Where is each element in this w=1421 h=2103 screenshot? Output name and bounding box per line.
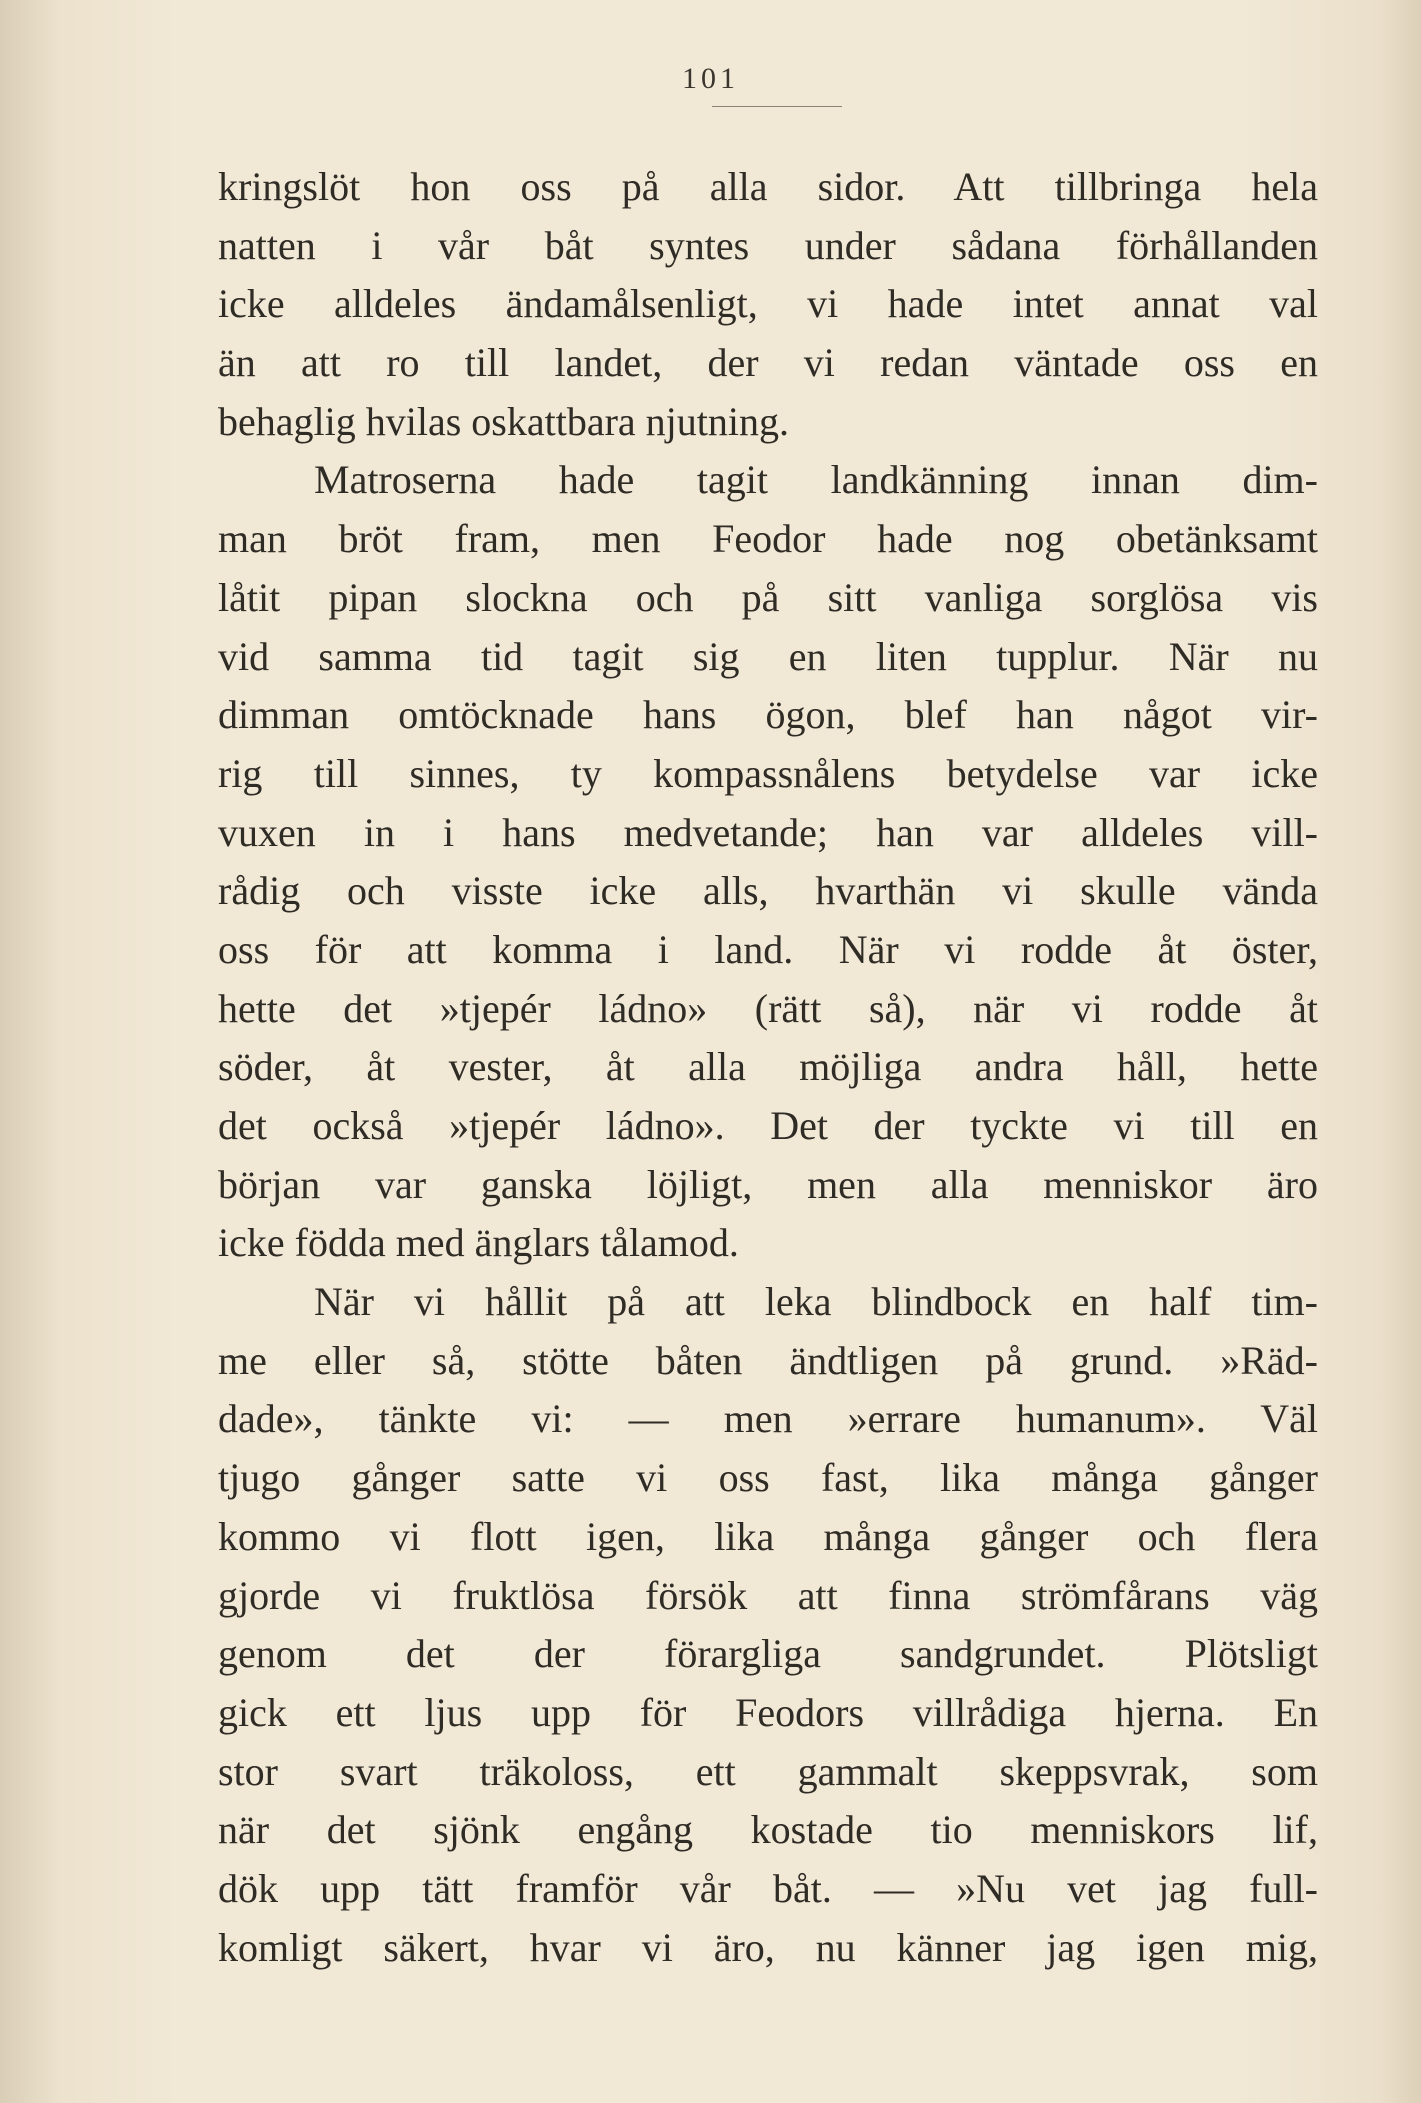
text-line: när det sjönk engång kostade tio menniskors lif, — [218, 1807, 1318, 1853]
text-line: stor svart träkoloss, ett gammalt skeppsvrak, som — [218, 1748, 1318, 1794]
text-line: natten i vår båt syntes under sådana förhållanden — [218, 222, 1318, 268]
text-line: dimman omtöcknade hans ögon, blef han något vir- — [218, 692, 1318, 738]
text-line: dök upp tätt framför vår båt. — »Nu vet jag full- — [218, 1865, 1318, 1911]
page-number-rule — [712, 106, 842, 107]
text-line: låtit pipan slockna och på sitt vanliga sorglösa vis — [218, 574, 1318, 620]
text-line: icke alldeles ändamålsenligt, vi hade intet annat val — [218, 281, 1318, 327]
text-line: kommo vi flott igen, lika många gånger och flera — [218, 1513, 1318, 1559]
text-line: genom det der förargliga sandgrundet. Plötsligt — [218, 1631, 1318, 1677]
text-line: tjugo gånger satte vi oss fast, lika många gånger — [218, 1455, 1318, 1501]
paragraph-2 — [218, 451, 1318, 1273]
body-text — [218, 158, 1318, 1977]
text-line: början var ganska löjligt, men alla menniskor äro — [218, 1161, 1318, 1207]
text-line: kringslöt hon oss på alla sidor. Att tillbringa hela — [218, 164, 1318, 209]
text-line: När vi hållit på att leka blindbock en half tim- — [314, 1279, 1318, 1325]
text-line: dade», tänkte vi: — men »errare humanum». Väl — [218, 1396, 1318, 1442]
text-line: icke födda med änglars tålamod. — [218, 1220, 739, 1266]
text-line: gjorde vi fruktlösa försök att finna strömfårans väg — [218, 1572, 1318, 1618]
text-line: vid samma tid tagit sig en liten tupplur. När nu — [218, 633, 1318, 679]
text-line: gick ett ljus upp för Feodors villrådiga hjerna. En — [218, 1689, 1318, 1735]
text-line: behaglig hvilas oskattbara njutning. — [218, 398, 789, 444]
text-line: oss för att komma i land. När vi rodde åt öster, — [218, 926, 1318, 972]
text-line: söder, åt vester, åt alla möjliga andra håll, hette — [218, 1044, 1318, 1090]
text-line: komligt säkert, hvar vi äro, nu känner jag igen mig, — [218, 1924, 1318, 1970]
page-number: 101 — [682, 62, 739, 95]
text-line: det också »tjepér ládno». Det der tyckte vi till en — [218, 1103, 1318, 1148]
text-line: rig till sinnes, ty kompassnålens betydelse var icke — [218, 750, 1318, 796]
text-line: man bröt fram, men Feodor hade nog obetänksamt — [218, 516, 1318, 562]
text-line: vuxen in i hans medvetande; han var alldeles vill- — [218, 809, 1318, 855]
paragraph-3 — [218, 1273, 1318, 1977]
text-line: me eller så, stötte båten ändtligen på grund. »Räd- — [218, 1337, 1318, 1383]
text-line: hette det »tjepér ládno» (rätt så), när vi rodde åt — [218, 985, 1318, 1031]
text-line: än att ro till landet, der vi redan väntade oss en — [218, 340, 1318, 386]
paragraph-1 — [218, 158, 1318, 451]
text-line: Matroserna hade tagit landkänning innan dim- — [314, 457, 1318, 503]
text-line: rådig och visste icke alls, hvarthän vi skulle vända — [218, 868, 1318, 914]
